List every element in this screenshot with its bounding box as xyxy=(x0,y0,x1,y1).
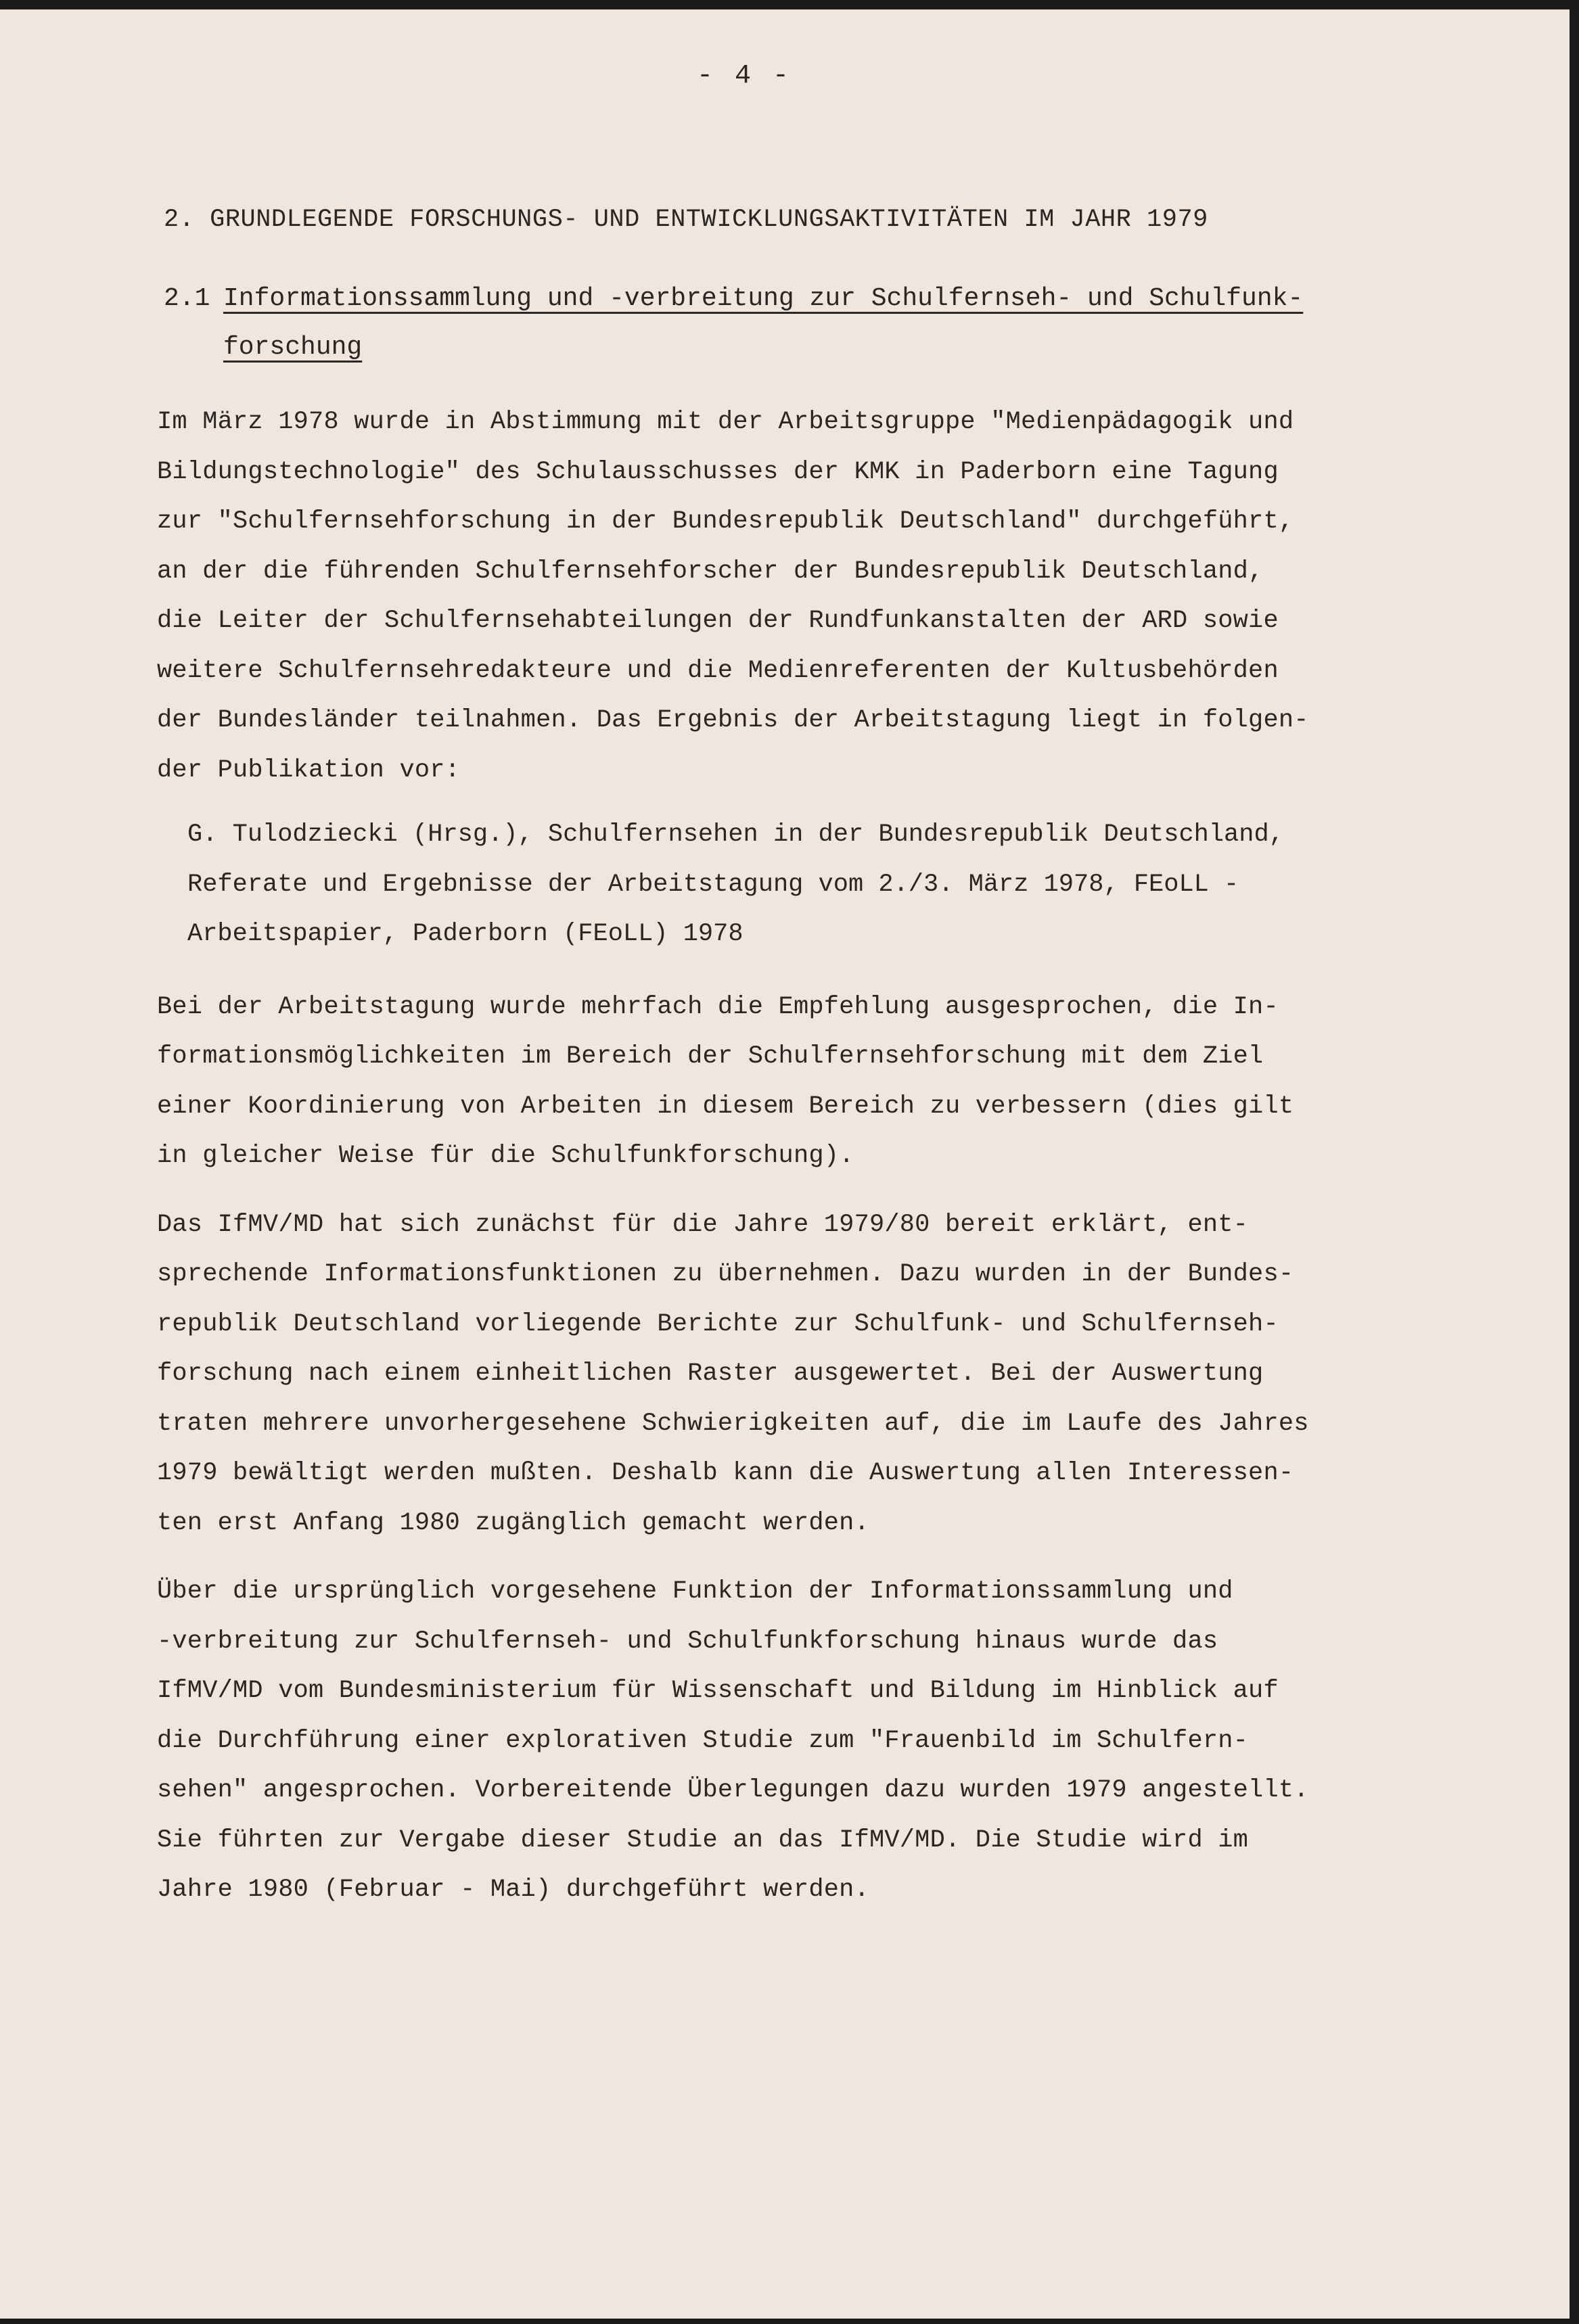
text-line: weitere Schulfernsehredakteure und die Medienreferenten der Kultusbehörden xyxy=(157,656,1279,685)
paragraph-2 xyxy=(157,983,1442,1182)
text-line: die Durchführung einer explorativen Studie zum "Frauenbild im Schulfern- xyxy=(157,1726,1249,1755)
paragraph-3 xyxy=(157,1201,1442,1549)
citation-line: G. Tulodziecki (Hrsg.), Schulfernsehen in der Bundesrepublik Deutschland, xyxy=(187,820,1284,849)
text-line: die Leiter der Schulfernsehabteilungen der Rundfunkanstalten der ARD sowie xyxy=(157,607,1279,635)
text-line: formationsmöglichkeiten im Bereich der Schulfernsehforschung mit dem Ziel xyxy=(157,1042,1264,1071)
text-line: 1979 bewältigt werden mußten. Deshalb kann die Auswertung allen Interessen- xyxy=(157,1459,1294,1487)
subsection-title-part2: forschung xyxy=(223,333,363,362)
text-line: der Bundesländer teilnahmen. Das Ergebnis der Arbeitstagung liegt in folgen- xyxy=(157,706,1309,735)
paragraph-1 xyxy=(157,398,1442,795)
text-line: IfMV/MD vom Bundesministerium für Wissenschaft und Bildung im Hinblick auf xyxy=(157,1677,1279,1705)
section-heading: 2. GRUNDLEGENDE FORSCHUNGS- UND ENTWICKLUNGSAKTIVITÄTEN IM JAHR 1979 xyxy=(164,206,1208,234)
text-line: Über die ursprünglich vorgesehene Funktion der Informationssammlung und xyxy=(157,1577,1233,1606)
subsection-title-line1 xyxy=(164,275,1442,323)
text-line: traten mehrere unvorhergesehene Schwierigkeiten auf, die im Laufe des Jahres xyxy=(157,1409,1309,1438)
document-page xyxy=(0,9,1570,2324)
text-line: an der die führenden Schulfernsehforscher der Bundesrepublik Deutschland, xyxy=(157,557,1264,586)
text-line: Bildungstechnologie" des Schulausschusses der KMK in Paderborn eine Tagung xyxy=(157,457,1279,486)
subsection-title-line2 xyxy=(164,323,1442,372)
text-line: einer Koordinierung von Arbeiten in diesem Bereich zu verbessern (dies gilt xyxy=(157,1092,1294,1121)
text-line: Bei der Arbeitstagung wurde mehrfach die Empfehlung ausgesprochen, die In- xyxy=(157,992,1279,1021)
page-number: - 4 - xyxy=(696,61,792,91)
text-line: Sie führten zur Vergabe dieser Studie an das IfMV/MD. Die Studie wird im xyxy=(157,1826,1249,1855)
text-line: sehen" angesprochen. Vorbereitende Überlegungen dazu wurden 1979 angestellt. xyxy=(157,1776,1309,1805)
text-line: zur "Schulfernsehforschung in der Bundesrepublik Deutschland" durchgeführt, xyxy=(157,507,1294,536)
text-line: Jahre 1980 (Februar - Mai) durchgeführt werden. xyxy=(157,1876,869,1904)
subsection-title-part1: Informationssammlung und -verbreitung zur Schulfernseh- und Schulfunk- xyxy=(223,284,1304,313)
citation-block xyxy=(187,810,1442,960)
text-line: der Publikation vor: xyxy=(157,756,461,785)
subsection-number: 2.1 xyxy=(164,284,210,313)
text-line: sprechende Informationsfunktionen zu übernehmen. Dazu wurden in der Bundes- xyxy=(157,1260,1294,1288)
page-bottom-edge xyxy=(0,2319,1570,2324)
paragraph-4 xyxy=(157,1567,1442,1915)
document-body xyxy=(157,206,1442,1934)
subsection-heading xyxy=(164,275,1442,372)
text-line: in gleicher Weise für die Schulfunkforschung). xyxy=(157,1142,854,1170)
text-line: Im März 1978 wurde in Abstimmung mit der Arbeitsgruppe "Medienpädagogik und xyxy=(157,408,1294,436)
text-line: -verbreitung zur Schulfernseh- und Schulfunkforschung hinaus wurde das xyxy=(157,1627,1218,1656)
text-line: forschung nach einem einheitlichen Raster ausgewertet. Bei der Auswertung xyxy=(157,1359,1264,1388)
text-line: ten erst Anfang 1980 zugänglich gemacht werden. xyxy=(157,1508,869,1537)
text-line: Das IfMV/MD hat sich zunächst für die Jahre 1979/80 bereit erklärt, ent- xyxy=(157,1210,1249,1239)
text-line: republik Deutschland vorliegende Berichte zur Schulfunk- und Schulfernseh- xyxy=(157,1309,1279,1339)
citation-line: Arbeitspapier, Paderborn (FEoLL) 1978 xyxy=(187,920,743,948)
citation-line: Referate und Ergebnisse der Arbeitstagung vom 2./3. März 1978, FEoLL - xyxy=(187,870,1239,899)
